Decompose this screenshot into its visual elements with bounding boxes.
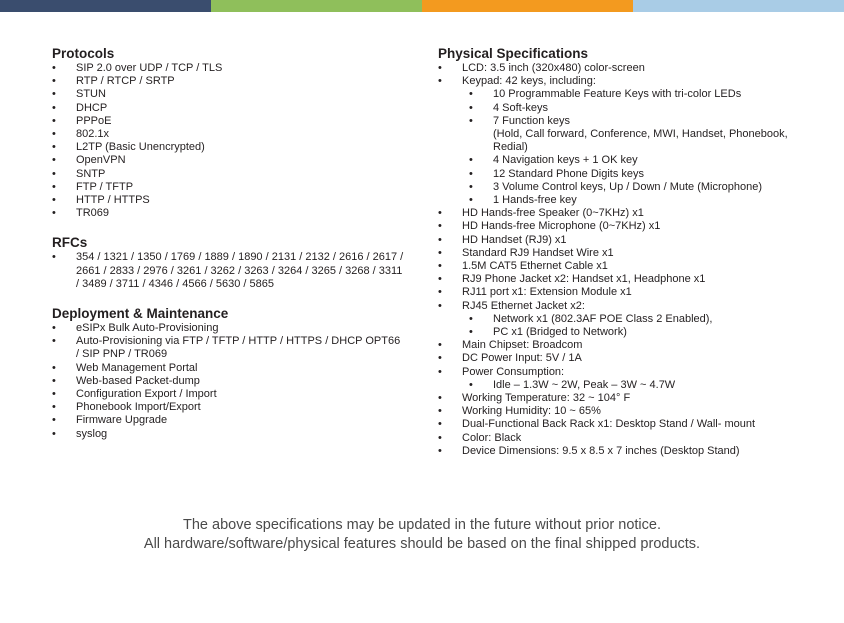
- list-item: • Power Consumption:: [438, 366, 838, 379]
- sub-list-item: • 3 Volume Control keys, Up / Down / Mute (Microphone): [438, 181, 838, 194]
- list-item: • Configuration Export / Import: [52, 388, 417, 401]
- sub-list-item: [438, 115, 838, 155]
- right-column: [438, 45, 838, 472]
- list-item: • Standard RJ9 Handset Wire x1: [438, 247, 838, 260]
- top-color-bar: [0, 0, 844, 12]
- bar-segment-green: [211, 0, 422, 12]
- list-item: • HTTP / HTTPS: [52, 194, 417, 207]
- sub-list-item: • PC x1 (Bridged to Network): [438, 326, 838, 339]
- sub-list-item: • 4 Soft-keys: [438, 102, 838, 115]
- list-item: • HD Handset (RJ9) x1: [438, 234, 838, 247]
- left-column: [52, 45, 417, 455]
- physical-list-continued: [438, 207, 838, 313]
- footer-notice: [0, 516, 844, 554]
- footer-line: All hardware/software/physical features should be based on the final shipped products.: [143, 536, 701, 552]
- deployment-section: [52, 305, 417, 441]
- protocols-heading: Protocols: [52, 46, 115, 61]
- list-item: • RTP / RTCP / SRTP: [52, 75, 417, 88]
- rfc-line: 2661 / 2833 / 2976 / 3261 / 3262 / 3263 / 3264 / 3265 / 3268 / 3311: [76, 264, 403, 277]
- keypad-sublist: [438, 88, 838, 207]
- list-item: • TR069: [52, 207, 417, 220]
- sub-list-item: • Idle – 1.3W ~ 2W, Peak – 3W ~ 4.7W: [438, 379, 838, 392]
- list-item: • Firmware Upgrade: [52, 414, 417, 427]
- list-item: • Web-based Packet-dump: [52, 375, 417, 388]
- sub-list-item: • Network x1 (802.3AF POE Class 2 Enabled),: [438, 313, 838, 326]
- physical-section: [438, 45, 838, 458]
- rj45-sublist: [438, 313, 838, 339]
- bar-segment-lightblue: [633, 0, 844, 12]
- list-item: • STUN: [52, 88, 417, 101]
- list-item: • LCD: 3.5 inch (320x480) color-screen: [438, 62, 838, 75]
- list-item: • L2TP (Basic Unencrypted): [52, 141, 417, 154]
- list-item-line: / SIP PNP / TR069: [76, 348, 168, 361]
- list-item: • RJ45 Ethernet Jacket x2:: [438, 300, 838, 313]
- protocols-list: [52, 62, 417, 220]
- sub-list-item: • 12 Standard Phone Digits keys: [438, 168, 838, 181]
- deployment-heading: Deployment & Maintenance: [52, 306, 229, 322]
- list-item: [52, 335, 417, 361]
- list-item: • syslog: [52, 428, 417, 441]
- list-item: • DHCP: [52, 102, 417, 115]
- list-item: • RJ11 port x1: Extension Module x1: [438, 286, 838, 299]
- bar-segment-navy: [0, 0, 211, 12]
- list-item: • PPPoE: [52, 115, 417, 128]
- physical-list-continued: [438, 392, 838, 458]
- list-item: • RJ9 Phone Jacket x2: Handset x1, Headphone x1: [438, 273, 838, 286]
- power-sublist: [438, 379, 838, 392]
- list-item: • 802.1x: [52, 128, 417, 141]
- list-item: • Web Management Portal: [52, 362, 417, 375]
- list-item: • OpenVPN: [52, 154, 417, 167]
- list-item: [52, 251, 417, 291]
- list-item: • FTP / TFTP: [52, 181, 417, 194]
- footer-line: The above specifications may be updated in the future without prior notice.: [183, 517, 661, 533]
- list-item: • Phonebook Import/Export: [52, 401, 417, 414]
- physical-heading: Physical Specifications: [438, 46, 589, 61]
- list-item: • DC Power Input: 5V / 1A: [438, 352, 838, 365]
- bar-segment-orange: [422, 0, 633, 12]
- rfc-line: • 354 / 1321 / 1350 / 1769 / 1889 / 1890 / 2131 / 2132 / 2616 / 2617 /: [76, 251, 404, 264]
- list-item: • Working Humidity: 10 ~ 65%: [438, 405, 838, 418]
- rfcs-list: [52, 251, 417, 291]
- list-item: • HD Hands-free Speaker (0~7KHz) x1: [438, 207, 838, 220]
- deployment-list: [52, 322, 417, 441]
- sub-list-item-line: (Hold, Call forward, Conference, MWI, Handset, Phonebook,: [493, 128, 788, 141]
- protocols-section: [52, 45, 417, 220]
- sub-list-item-line: Redial): [493, 141, 528, 154]
- list-item: • SNTP: [52, 168, 417, 181]
- sub-list-item: • 10 Programmable Feature Keys with tri-color LEDs: [438, 88, 838, 101]
- rfcs-heading: RFCs: [52, 235, 88, 251]
- list-item: • SIP 2.0 over UDP / TCP / TLS: [52, 62, 417, 75]
- rfcs-section: [52, 234, 417, 291]
- physical-list: [438, 62, 838, 88]
- list-item: • Color: Black: [438, 432, 838, 445]
- sub-list-item: • 1 Hands-free key: [438, 194, 838, 207]
- list-item: • Dual-Functional Back Rack x1: Desktop Stand / Wall- mount: [438, 418, 838, 431]
- list-item-line: • Auto-Provisioning via FTP / TFTP / HTTP / HTTPS / DHCP OPT66: [76, 335, 401, 348]
- rfc-line: / 3489 / 3711 / 4346 / 4566 / 5630 / 5865: [76, 277, 274, 290]
- list-item: • Device Dimensions: 9.5 x 8.5 x 7 inches (Desktop Stand): [438, 445, 838, 458]
- list-item: • 1.5M CAT5 Ethernet Cable x1: [438, 260, 838, 273]
- sub-list-item-line: • 7 Function keys: [493, 114, 571, 127]
- list-item: • eSIPx Bulk Auto-Provisioning: [52, 322, 417, 335]
- physical-list-continued: [438, 339, 838, 379]
- list-item: • Working Temperature: 32 ~ 104° F: [438, 392, 838, 405]
- list-item: • Main Chipset: Broadcom: [438, 339, 838, 352]
- list-item: • Keypad: 42 keys, including:: [438, 75, 838, 88]
- sub-list-item: • 4 Navigation keys + 1 OK key: [438, 154, 838, 167]
- list-item: • HD Hands-free Microphone (0~7KHz) x1: [438, 220, 838, 233]
